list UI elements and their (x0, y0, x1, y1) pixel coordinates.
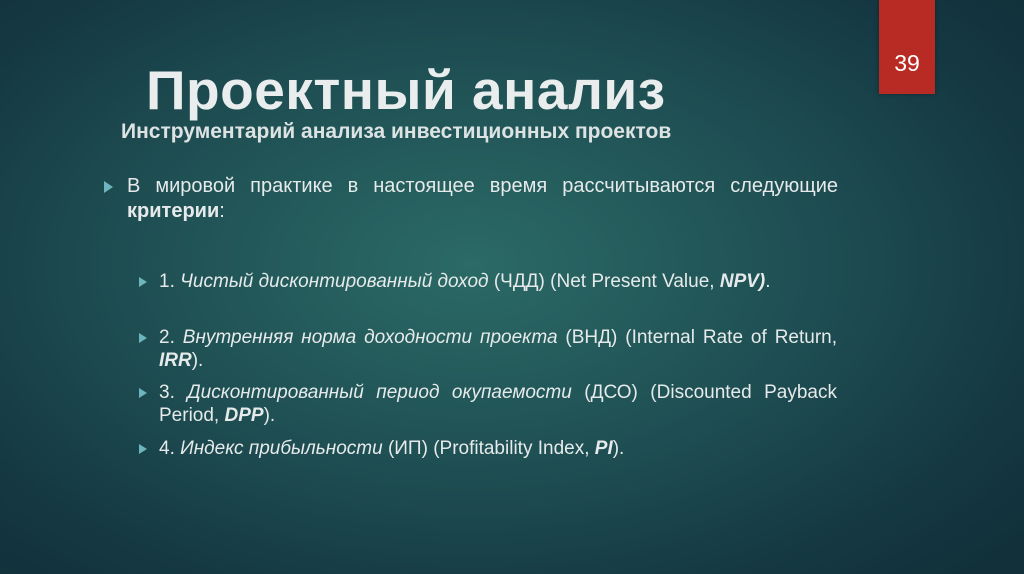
criterion-item-irr (139, 326, 837, 372)
triangle-bullet-icon (139, 388, 147, 398)
criterion-name: Индекс прибыльности (180, 438, 383, 459)
criterion-number: 1. (159, 271, 181, 292)
slide-subtitle: Инструментарий анализа инвестиционных проектов (121, 120, 672, 143)
criterion-item-dpp (139, 381, 837, 427)
criterion-suffix: ). (191, 350, 204, 371)
criterion-description: (ИП) (Profitability Index, (382, 438, 595, 459)
main-bullet-text-after: : (219, 200, 225, 222)
main-bullet (104, 174, 838, 224)
criterion-item-pi (139, 437, 837, 460)
criterion-suffix: ). (612, 438, 625, 459)
triangle-bullet-icon (139, 333, 147, 343)
main-bullet-text (127, 174, 838, 224)
criterion-text (159, 381, 837, 427)
criterion-description: (ВНД) (Internal Rate of Return, (557, 327, 837, 348)
criterion-text (159, 270, 837, 293)
criterion-text (159, 326, 837, 372)
criterion-description: (ЧДД) (Net Present Value, (488, 271, 720, 292)
criterion-abbreviation: NPV) (719, 271, 766, 292)
criterion-item-npv (139, 270, 837, 293)
criterion-text (159, 437, 837, 460)
criterion-abbreviation: DPP (224, 405, 264, 426)
criterion-suffix: ). (263, 405, 276, 426)
criterion-abbreviation: IRR (159, 350, 192, 371)
main-bullet-text-before: В мировой практике в настоящее время рассчитываются следующие (127, 175, 838, 197)
triangle-bullet-icon (139, 444, 147, 454)
slide-number: 39 (894, 50, 920, 76)
slide-number-badge (879, 0, 935, 94)
criterion-number: 3. (159, 382, 188, 403)
slide-title: Проектный анализ (146, 59, 666, 121)
criterion-abbreviation: PI (594, 438, 613, 459)
criterion-name: Внутренняя норма доходности проекта (182, 327, 558, 348)
criterion-suffix: . (765, 271, 771, 292)
criterion-name: Чистый дисконтированный доход (180, 271, 489, 292)
main-bullet-bold: критерии (127, 200, 220, 222)
criterion-name: Дисконтированный период окупаемости (187, 382, 572, 403)
triangle-bullet-icon (104, 181, 113, 193)
criterion-number: 2. (159, 327, 183, 348)
criterion-number: 4. (159, 438, 181, 459)
criterion-description: (ДСО) (Discounted Payback Period, (159, 382, 838, 426)
triangle-bullet-icon (139, 277, 147, 287)
